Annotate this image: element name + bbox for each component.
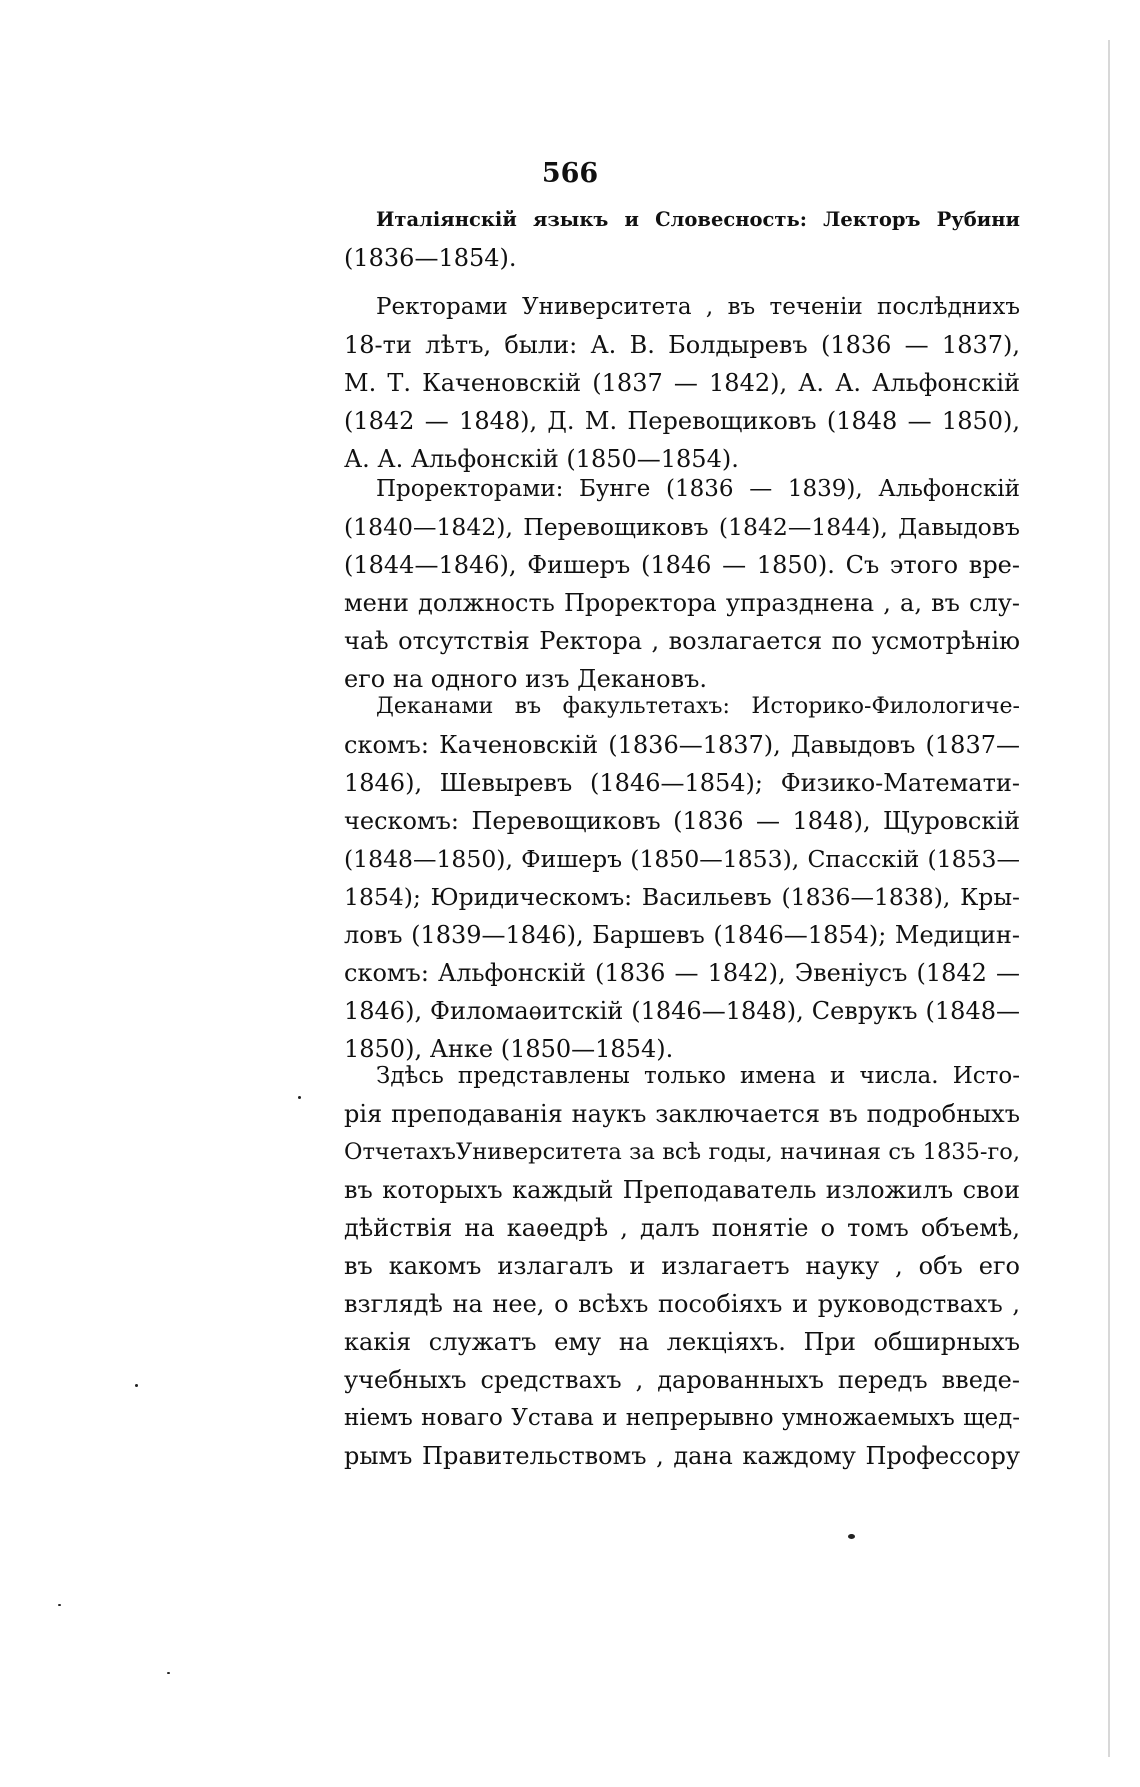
text-line: скомъ: Каченовскій (1836—1837), Давыдовъ (1837—	[344, 731, 1020, 759]
paragraph-history-of-teaching	[344, 1057, 1020, 1475]
text-line: скомъ: Альфонскій (1836 — 1842), Эвеніусъ (1842 —	[344, 959, 1020, 987]
text-line: Деканами въ факультетахъ: Историко-Филологиче-	[376, 694, 1020, 719]
scan-speck	[135, 1384, 138, 1387]
text-line: (1836—1854).	[344, 244, 517, 272]
paragraph-prorectors	[344, 470, 1020, 698]
text-line: 1850), Анке (1850—1854).	[344, 1035, 674, 1063]
text-line: Ректорами Университета , въ теченіи послѣднихъ	[376, 294, 1020, 320]
text-line: ловъ (1839—1846), Баршевъ (1846—1854); Медицин-	[344, 921, 1020, 949]
text-line: 1846), Шевыревъ (1846—1854); Физико-Математи-	[344, 769, 1020, 797]
text-line: ОтчетахъУниверситета за всѣ годы, начиная съ 1835-го,	[344, 1139, 1020, 1165]
text-line: А. А. Альфонскій (1850—1854).	[344, 445, 739, 473]
text-line: учебныхъ средствахъ , дарованныхъ передъ введе-	[344, 1366, 1020, 1394]
page-number: 566	[541, 158, 599, 189]
scan-speck	[58, 1604, 61, 1606]
paragraph-italian-language	[344, 201, 1020, 277]
text-line: дѣйствія на каѳедрѣ , далъ понятіе о томъ объемѣ,	[344, 1214, 1020, 1242]
paragraph-rectors	[344, 288, 1020, 478]
text-line: (1840—1842), Перевощиковъ (1842—1844), Давыдовъ	[344, 513, 1020, 541]
text-line: 1846), Филомаѳитскій (1846—1848), Севрукъ (1848—	[344, 997, 1020, 1025]
text-line: его на одного изъ Декановъ.	[344, 665, 707, 693]
paragraph-deans	[344, 688, 1020, 1068]
text-line: Проректорами: Бунге (1836 — 1839), Альфонскій	[376, 476, 1020, 502]
text-line: чаѣ отсутствія Ректора , возлагается по усмотрѣнію	[344, 627, 1020, 655]
text-line: (1842 — 1848), Д. М. Перевощиковъ (1848 — 1850),	[344, 407, 1020, 435]
text-line: М. Т. Каченовскій (1837 — 1842), А. А. Альфонскій	[344, 369, 1020, 397]
text-line: мени должность Проректора упразднена , а, въ слу-	[344, 589, 1020, 617]
scan-speck	[848, 1534, 855, 1539]
page-edge-line	[1108, 40, 1110, 1757]
text-line: ніемъ новаго Устава и непрерывно умножаемыхъ щед-	[344, 1405, 1020, 1431]
text-line: Италіянскій языкъ и Словесность: Лекторъ Рубини	[376, 208, 1020, 231]
text-line: (1848—1850), Фишеръ (1850—1853), Спасскій (1853—	[344, 845, 1020, 873]
text-line: Здѣсь представлены только имена и числа. Исто-	[376, 1063, 1020, 1089]
text-line: рія преподаванія наукъ заключается въ подробныхъ	[344, 1100, 1020, 1128]
text-line: взглядѣ на нее, о всѣхъ пособіяхъ и руководствахъ ,	[344, 1290, 1020, 1318]
text-line: рымъ Правительствомъ , дана каждому Профессору	[344, 1442, 1020, 1470]
scan-speck	[167, 1672, 170, 1674]
text-line: 18-ти лѣтъ, были: А. В. Болдыревъ (1836 — 1837),	[344, 331, 1020, 359]
text-line: какія служатъ ему на лекціяхъ. При обширныхъ	[344, 1328, 1020, 1356]
text-line: въ которыхъ каждый Преподаватель изложилъ свои	[344, 1176, 1020, 1204]
text-line: ческомъ: Перевощиковъ (1836 — 1848), Щуровскій	[344, 807, 1020, 835]
text-line: 1854); Юридическомъ: Васильевъ (1836—1838), Кры-	[344, 883, 1020, 911]
text-line: (1844—1846), Фишеръ (1846 — 1850). Съ этого вре-	[344, 551, 1020, 579]
scan-speck	[298, 1096, 301, 1099]
text-line: въ какомъ излагалъ и излагаетъ науку , объ его	[344, 1252, 1020, 1280]
